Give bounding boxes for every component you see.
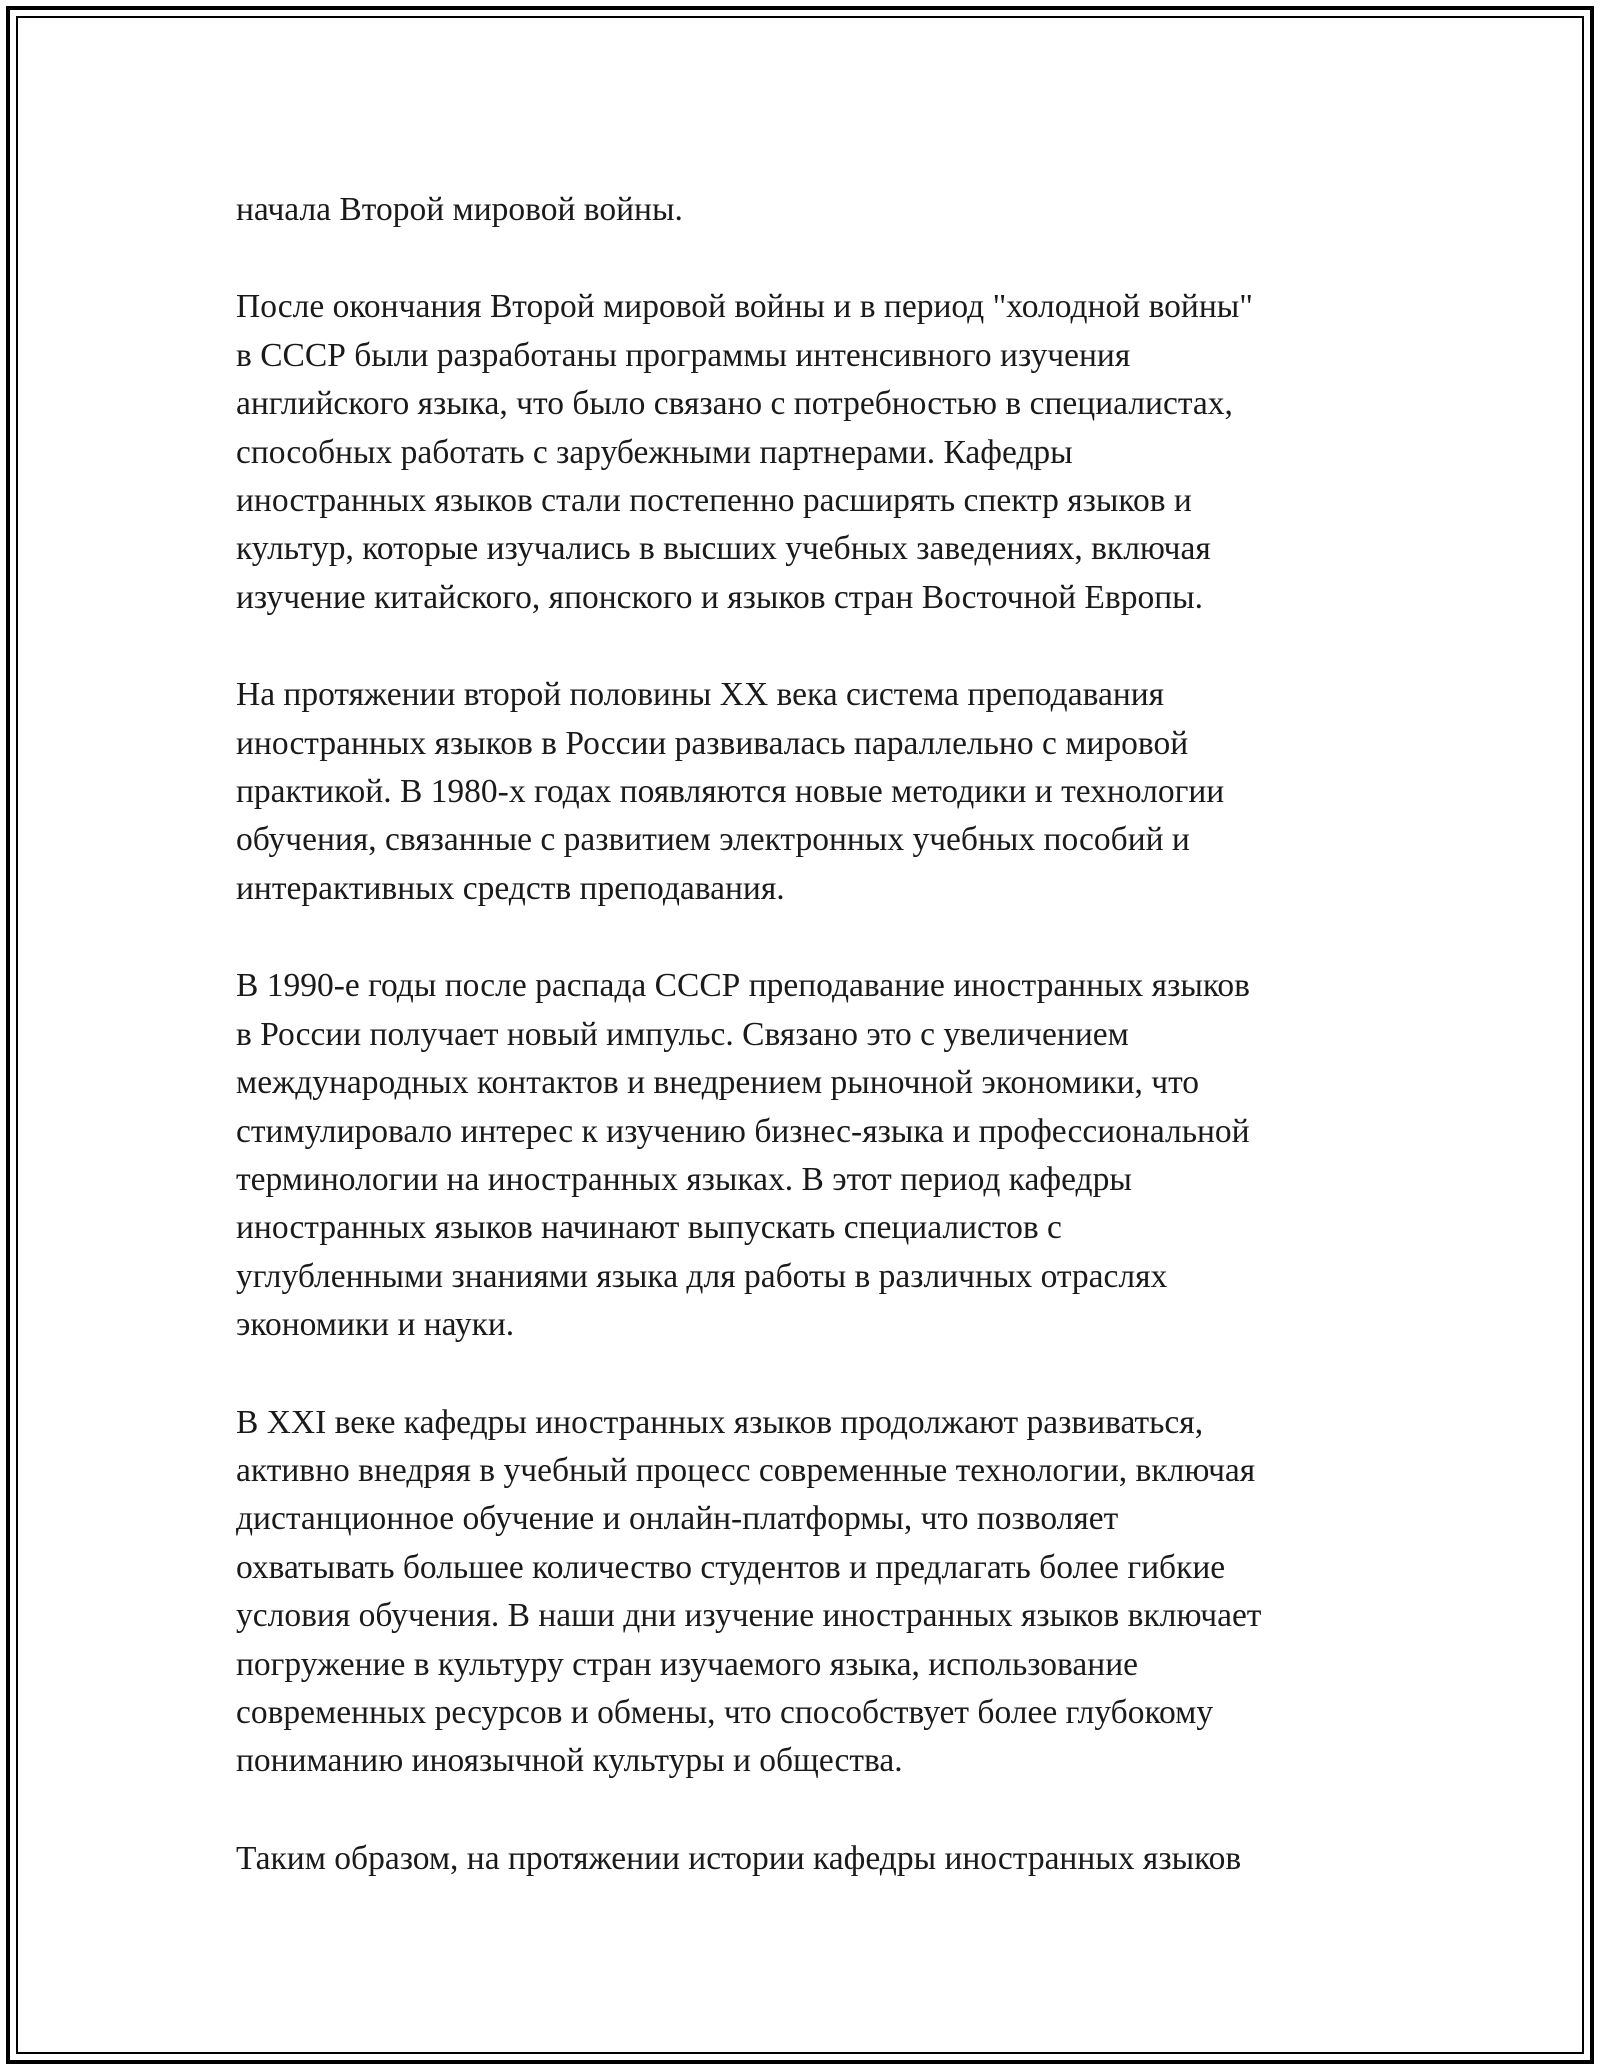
text-line: обучения, связанные с развитием электронных учебных пособий и — [236, 821, 1190, 859]
text-line: охватывать большее количество студентов и предлагать более гибкие — [236, 1548, 1226, 1586]
text-line: углубленными знаниями языка для работы в различных отраслях — [236, 1257, 1168, 1295]
text-line: культур, которые изучались в высших учебных заведениях, включая — [236, 530, 1211, 568]
text-line: иностранных языков в России развивалась параллельно с мировой — [236, 724, 1189, 762]
text-line: В 1990-е годы после распада СССР преподавание иностранных языков — [236, 967, 1250, 1005]
text-line: активно внедряя в учебный процесс современные технологии, включая — [236, 1451, 1256, 1489]
text-line: терминологии на иностранных языках. В этот период кафедры — [236, 1160, 1132, 1198]
paragraph — [236, 1399, 1396, 1786]
text-line: погружение в культуру стран изучаемого языка, использование — [236, 1645, 1139, 1683]
text-line: интерактивных средств преподавания. — [236, 869, 785, 907]
text-line: изучение китайского, японского и языков стран Восточной Европы. — [236, 578, 1204, 616]
paragraph — [236, 186, 1396, 234]
text-line: На протяжении второй половины XX века система преподавания — [236, 676, 1165, 714]
paragraph — [236, 283, 1396, 622]
text-line: Таким образом, на протяжении истории кафедры иностранных языков — [236, 1839, 1242, 1877]
text-line: условия обучения. В наши дни изучение иностранных языков включает — [236, 1597, 1262, 1635]
text-line: иностранных языков стали постепенно расширять спектр языков и — [236, 482, 1192, 520]
text-line: способных работать с зарубежными партнерами. Кафедры — [236, 433, 1073, 471]
paragraph — [236, 962, 1396, 1349]
document-body — [236, 186, 1396, 1932]
text-line: стимулировало интерес к изучению бизнес-языка и профессиональной — [236, 1112, 1250, 1150]
text-line: дистанционное обучение и онлайн-платформы, что позволяет — [236, 1500, 1119, 1538]
text-line: пониманию иноязычной культуры и общества. — [236, 1742, 903, 1780]
text-line: В XXI веке кафедры иностранных языков продолжают развиваться, — [236, 1403, 1204, 1441]
text-line: После окончания Второй мировой войны и в период "холодной войны" — [236, 288, 1253, 326]
text-line: международных контактов и внедрением рыночной экономики, что — [236, 1064, 1200, 1102]
text-line: в России получает новый импульс. Связано это с увеличением — [236, 1015, 1129, 1053]
text-line: практикой. В 1980-х годах появляются новые методики и технологии — [236, 773, 1225, 811]
text-line: английского языка, что было связано с потребностью в специалистах, — [236, 385, 1233, 423]
text-line: иностранных языков начинают выпускать специалистов с — [236, 1209, 1062, 1247]
text-line: экономики и науки. — [236, 1306, 515, 1344]
text-line: современных ресурсов и обмены, что способствует более глубокому — [236, 1693, 1214, 1731]
text-line: в СССР были разработаны программы интенсивного изучения — [236, 336, 1131, 374]
text-line: начала Второй мировой войны. — [236, 191, 683, 228]
paragraph — [236, 671, 1396, 913]
paragraph — [236, 1835, 1396, 1883]
